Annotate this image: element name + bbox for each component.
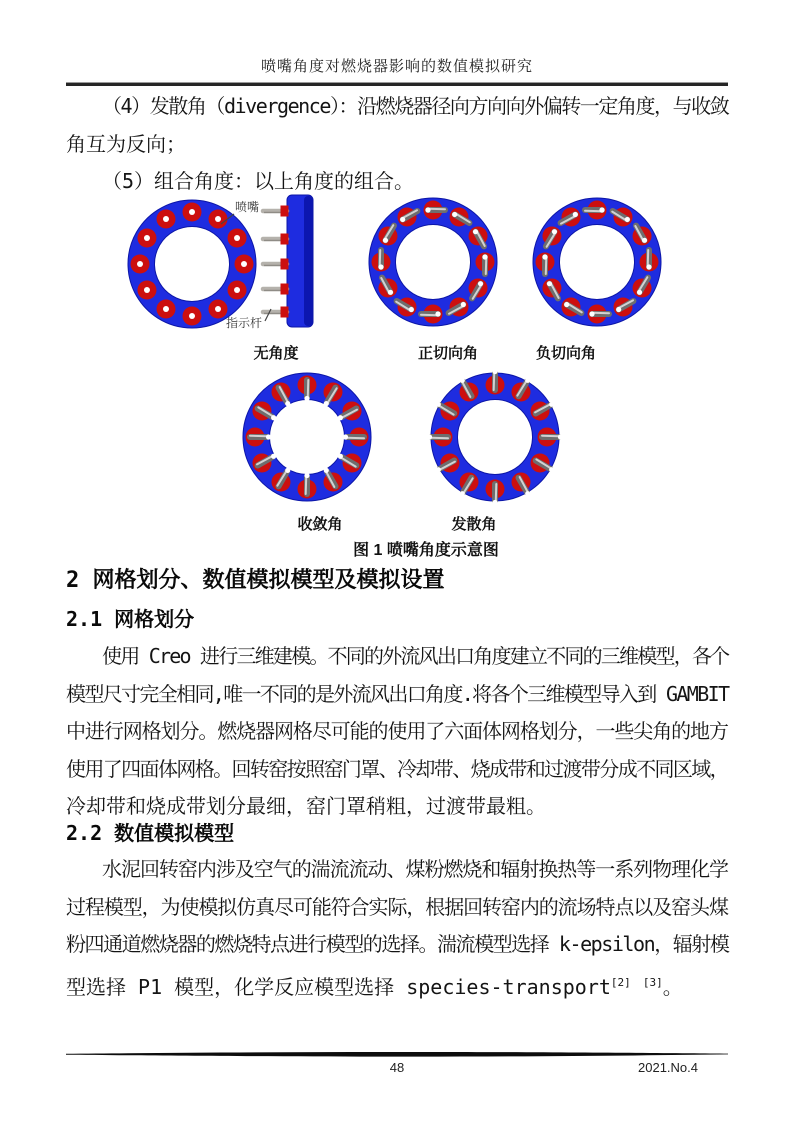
content-column xyxy=(66,0,728,1122)
ring-label-positive-tan: 正切向角 xyxy=(417,345,479,362)
issue-number: 2021.No.4 xyxy=(638,1060,698,1075)
figure-1-nozzle-angles xyxy=(66,190,728,562)
text-line: 模型尺寸完全相同,唯一不同的是外流风出口角度.将各个三维模型导入到 GAMBIT xyxy=(66,681,729,706)
text-line-with-citations xyxy=(66,964,683,1007)
footer-rule xyxy=(66,1051,728,1058)
text-line: 粉四通道燃烧器的燃烧特点进行模型的选择。湍流模型选择 k-epsilon，辐射模 xyxy=(66,932,729,957)
text-segment: 型选择 P1 模型，化学反应模型选择 species-transport xyxy=(66,974,611,999)
ring-label-negative-tan: 负切向角 xyxy=(535,345,597,362)
ring-label-no-angle: 无角度 xyxy=(253,345,299,362)
header-rule xyxy=(66,83,728,86)
annotation-pointer-lines xyxy=(66,190,728,562)
ring-label-convergent: 收敛角 xyxy=(297,516,343,533)
text-line: 使用了四面体网格。回转窑按照窑门罩、冷却带、烧成带和过渡带分成不同区域， xyxy=(66,756,729,781)
section-2-heading: 2 网格划分、数值模拟模型及模拟设置 xyxy=(66,568,445,593)
text-line: 过程模型，为使模拟仿真尽可能符合实际，根据回转窑内的流场特点以及窑头煤 xyxy=(66,894,728,919)
text-line: （5）组合角度：以上角度的组合。 xyxy=(102,169,415,193)
indicator-annotation: 指示杆 xyxy=(226,316,263,330)
paragraph-meshing xyxy=(66,638,728,826)
section-2-2-heading: 2.2 数值模拟模型 xyxy=(66,821,235,845)
section-2-1-heading: 2.1 网格划分 xyxy=(66,607,195,631)
ring-label-divergent: 发散角 xyxy=(451,516,497,533)
text-segment: 。 xyxy=(662,974,683,999)
text-line: （4）发散角（divergence）：沿燃烧器径向方向向外偏转一定角度，与收敛 xyxy=(102,94,729,118)
text-line: 冷却带和烧成带划分最细，窑门罩稍粗，过渡带最粗。 xyxy=(66,794,546,819)
page-number: 48 xyxy=(389,1060,405,1075)
text-line: 使用 Creo 进行三维建模。不同的外流风出口角度建立不同的三维模型，各个 xyxy=(102,644,729,668)
text-line: 角互为反向； xyxy=(66,131,186,156)
text-line: 水泥回转窑内涉及空气的湍流流动、煤粉燃烧和辐射换热等一系列物理化学 xyxy=(102,857,729,881)
citation-ref-2: [2] xyxy=(610,975,631,989)
citation-ref-3: [3] xyxy=(642,975,663,989)
paragraph-simulation-model xyxy=(66,851,728,1006)
figure-caption: 图 1 喷嘴角度示意图 xyxy=(353,542,499,559)
text-line: 中进行网格划分。燃烧器网格尽可能的使用了六面体网格划分，一些尖角的地方 xyxy=(66,719,728,744)
paragraph-divergence xyxy=(66,88,728,163)
nozzle-annotation: 喷嘴 xyxy=(235,200,260,214)
running-header-title: 喷嘴角度对燃烧器影响的数值模拟研究 xyxy=(260,57,533,75)
